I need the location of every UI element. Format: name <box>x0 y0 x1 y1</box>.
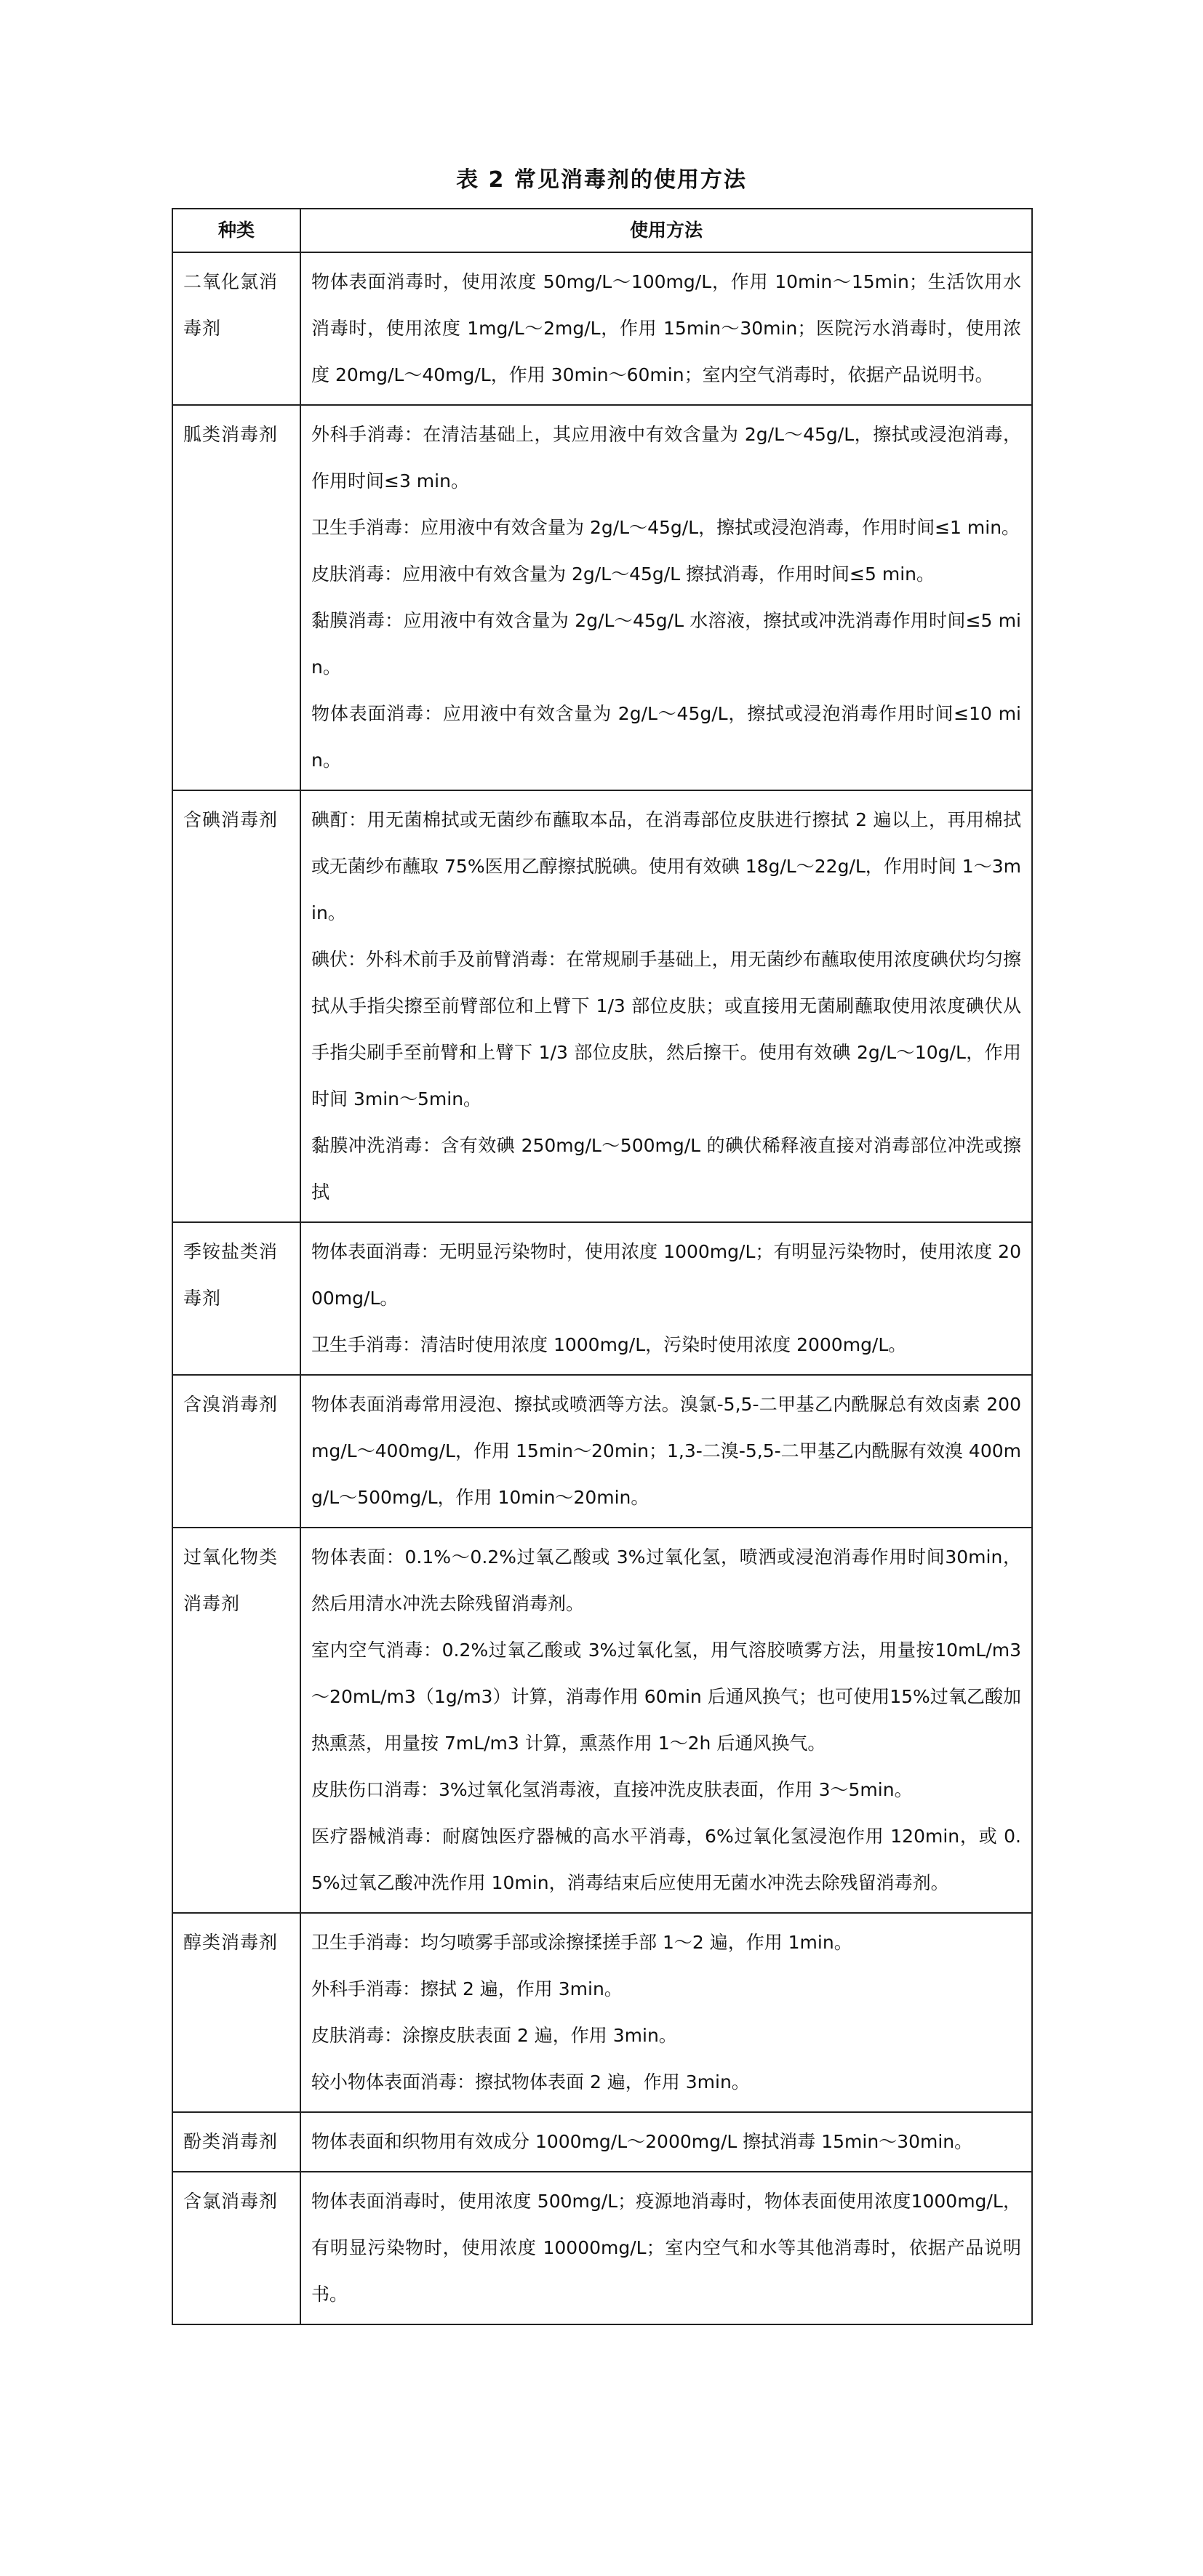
usage-method-paragraph: 皮肤消毒：应用液中有效含量为 2g/L～45g/L 擦拭消毒，作用时间≤5 min。 <box>311 563 935 585</box>
disinfectant-kind-cell: 季铵盐类消毒剂 <box>172 1222 300 1375</box>
usage-method-paragraph: 医疗器械消毒：耐腐蚀医疗器械的高水平消毒，6%过氧化氢浸泡作用 120min，或 0.5%过氧乙酸冲洗作用 10min，消毒结束后应使用无菌水冲洗去除残留消毒剂。 <box>311 1826 1021 1893</box>
disinfectant-kind-cell: 酚类消毒剂 <box>172 2112 300 2172</box>
usage-method-cell <box>300 1913 1032 2112</box>
usage-method-paragraph: 较小物体表面消毒：擦拭物体表面 2 遍，作用 3min。 <box>311 2071 750 2093</box>
usage-method-cell <box>300 252 1032 405</box>
table-row <box>172 2112 1032 2172</box>
table-body <box>172 252 1032 2324</box>
disinfectant-kind-cell: 二氧化氯消毒剂 <box>172 252 300 405</box>
usage-method-paragraph: 室内空气消毒：0.2%过氧乙酸或 3%过氧化氢，用气溶胶喷雾方法，用量按10mL/m3～20mL/m3（1g/m3）计算，消毒作用 60min 后通风换气；也可使用15%过氧乙酸加热熏蒸，用量按 7mL/m3 计算，熏蒸作用 1～2h 后通风换气。 <box>311 1640 1021 1754</box>
table-header-row <box>172 209 1032 252</box>
table-row <box>172 790 1032 1222</box>
table-row <box>172 1913 1032 2112</box>
disinfectant-kind-cell: 含碘消毒剂 <box>172 790 300 1222</box>
usage-method-paragraph: 物体表面：0.1%～0.2%过氧乙酸或 3%过氧化氢，喷洒或浸泡消毒作用时间30min，然后用清水冲洗去除残留消毒剂。 <box>311 1546 1021 1614</box>
table-row <box>172 1375 1032 1528</box>
usage-method-cell <box>300 1375 1032 1528</box>
usage-method-cell <box>300 1222 1032 1375</box>
usage-method-paragraph: 卫生手消毒：应用液中有效含量为 2g/L～45g/L，擦拭或浸泡消毒，作用时间≤1 min。 <box>311 517 1020 538</box>
usage-method-paragraph: 黏膜冲洗消毒：含有效碘 250mg/L～500mg/L 的碘伏稀释液直接对消毒部位冲洗或擦拭 <box>311 1135 1021 1203</box>
usage-method-paragraph: 碘酊：用无菌棉拭或无菌纱布蘸取本品，在消毒部位皮肤进行擦拭 2 遍以上，再用棉拭或无菌纱布蘸取 75%医用乙醇擦拭脱碘。使用有效碘 18g/L～22g/L，作用时间 1～3min。 <box>311 809 1021 923</box>
disinfectant-kind-cell: 醇类消毒剂 <box>172 1913 300 2112</box>
usage-method-paragraph: 卫生手消毒：清洁时使用浓度 1000mg/L，污染时使用浓度 2000mg/L。 <box>311 1334 907 1355</box>
usage-method-paragraph: 黏膜消毒：应用液中有效含量为 2g/L～45g/L 水溶液，擦拭或冲洗消毒作用时间≤5 min。 <box>311 610 1021 678</box>
usage-method-paragraph: 外科手消毒：擦拭 2 遍，作用 3min。 <box>311 1978 623 1999</box>
usage-method-paragraph: 卫生手消毒：均匀喷雾手部或涂擦揉搓手部 1～2 遍，作用 1min。 <box>311 1932 852 1953</box>
usage-method-paragraph: 物体表面消毒：应用液中有效含量为 2g/L～45g/L，擦拭或浸泡消毒作用时间≤10 min。 <box>311 703 1021 771</box>
disinfectant-kind-cell: 含氯消毒剂 <box>172 2172 300 2324</box>
usage-method-cell <box>300 405 1032 790</box>
table-row <box>172 2172 1032 2324</box>
table-row <box>172 252 1032 405</box>
table-caption: 表 2 常见消毒剂的使用方法 <box>456 167 747 193</box>
usage-method-paragraph: 物体表面消毒常用浸泡、擦拭或喷洒等方法。溴氯-5,5-二甲基乙内酰脲总有效卤素 200mg/L～400mg/L，作用 15min～20min；1,3-二溴-5,5-二甲基乙内酰脲有效溴 400mg/L～500mg/L，作用 10min～20min。 <box>311 1394 1021 1508</box>
header-kind: 种类 <box>172 209 300 252</box>
usage-method-paragraph: 外科手消毒：在清洁基础上，其应用液中有效含量为 2g/L～45g/L，擦拭或浸泡消毒，作用时间≤3 min。 <box>311 424 1021 491</box>
disinfectant-kind-cell: 含溴消毒剂 <box>172 1375 300 1528</box>
usage-method-cell <box>300 1528 1032 1913</box>
usage-method-cell <box>300 2172 1032 2324</box>
disinfectant-kind-cell: 过氧化物类消毒剂 <box>172 1528 300 1913</box>
usage-method-paragraph: 皮肤消毒：涂擦皮肤表面 2 遍，作用 3min。 <box>311 2025 677 2046</box>
table-row <box>172 1222 1032 1375</box>
disinfectant-usage-table <box>172 208 1033 2325</box>
header-method: 使用方法 <box>300 209 1032 252</box>
usage-method-paragraph: 物体表面和织物用有效成分 1000mg/L～2000mg/L 擦拭消毒 15min～30min。 <box>311 2131 973 2152</box>
disinfectant-kind-cell: 胍类消毒剂 <box>172 405 300 790</box>
usage-method-paragraph: 物体表面消毒时，使用浓度 500mg/L；疫源地消毒时，物体表面使用浓度1000mg/L，有明显污染物时，使用浓度 10000mg/L；室内空气和水等其他消毒时，依据产品说明书。 <box>311 2191 1021 2305</box>
usage-method-cell <box>300 790 1032 1222</box>
usage-method-paragraph: 物体表面消毒时，使用浓度 50mg/L～100mg/L，作用 10min～15min；生活饮用水消毒时，使用浓度 1mg/L～2mg/L，作用 15min～30min；医院污水消毒时，使用浓度 20mg/L～40mg/L，作用 30min～60min；室内空气消毒时，依据产品说明书。 <box>311 271 1021 385</box>
usage-method-cell <box>300 2112 1032 2172</box>
table-row <box>172 1528 1032 1913</box>
usage-method-paragraph: 碘伏：外科术前手及前臂消毒：在常规刷手基础上，用无菌纱布蘸取使用浓度碘伏均匀擦拭从手指尖擦至前臂部位和上臂下 1/3 部位皮肤；或直接用无菌刷蘸取使用浓度碘伏从手指尖刷手至前臂和上臂下 1/3 部位皮肤，然后擦干。使用有效碘 2g/L～10g/L，作用时间 3min～5min。 <box>311 949 1021 1110</box>
usage-method-paragraph: 皮肤伤口消毒：3%过氧化氢消毒液，直接冲洗皮肤表面，作用 3～5min。 <box>311 1779 913 1800</box>
table-row <box>172 405 1032 790</box>
usage-method-paragraph: 物体表面消毒：无明显污染物时，使用浓度 1000mg/L；有明显污染物时，使用浓度 2000mg/L。 <box>311 1241 1021 1309</box>
